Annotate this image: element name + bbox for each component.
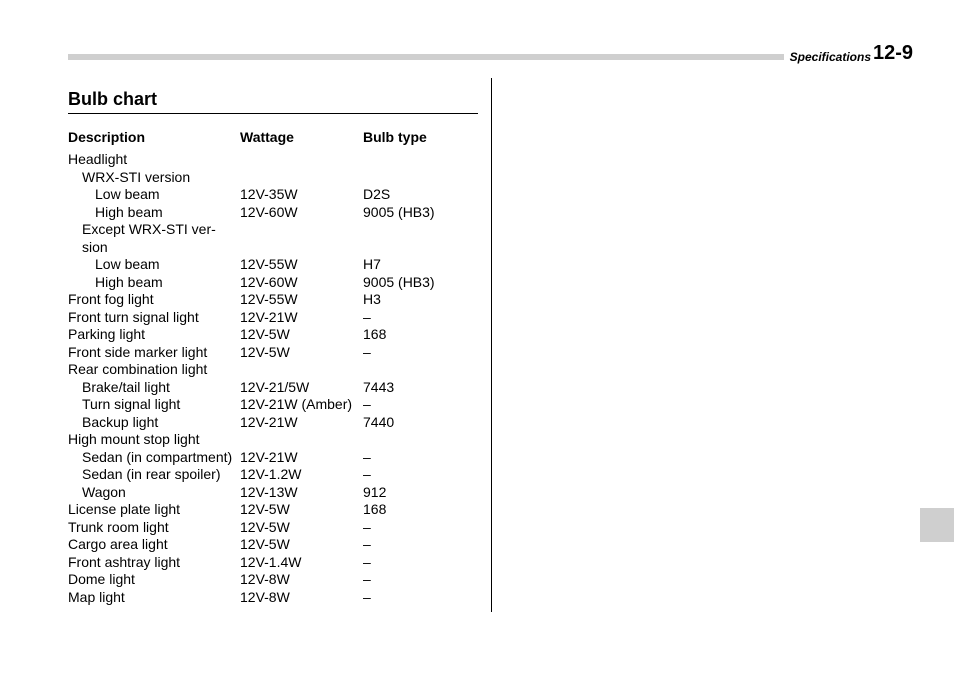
row-description: Map light — [68, 588, 125, 605]
table-row — [68, 449, 488, 467]
row-bulb-type: 168 — [363, 501, 387, 517]
row-bulb-type: – — [363, 571, 371, 587]
row-wattage: 12V-5W — [240, 518, 290, 535]
row-bulb-type: 9005 (HB3) — [363, 273, 435, 290]
row-description: Wagon — [82, 483, 126, 500]
row-description: sion — [82, 238, 108, 255]
table-row — [68, 361, 488, 379]
row-wattage: 12V-5W — [240, 343, 290, 360]
row-wattage: 12V-21W — [240, 308, 298, 325]
row-bulb-type: – — [363, 448, 371, 465]
row-wattage: 12V-8W — [240, 588, 290, 605]
row-bulb-type: – — [363, 396, 371, 412]
table-row — [68, 221, 488, 239]
table-row — [68, 151, 488, 169]
row-description: High beam — [95, 273, 163, 290]
row-wattage: 12V-35W — [240, 186, 298, 202]
table-row — [68, 466, 488, 484]
row-bulb-type: – — [363, 308, 371, 325]
table-row — [68, 484, 488, 502]
row-bulb-type: 7443 — [363, 378, 395, 395]
table-row — [68, 571, 488, 589]
table-row — [68, 186, 488, 204]
table-row — [68, 536, 488, 554]
bulb-table-body — [68, 151, 488, 606]
row-description: Front fog light — [68, 291, 154, 307]
row-wattage: 12V-21W — [240, 448, 298, 465]
header-bar — [68, 54, 784, 60]
row-wattage: 12V-21W (Amber) — [240, 396, 353, 412]
row-description: High mount stop light — [68, 431, 200, 447]
table-row — [68, 519, 488, 537]
row-description: Front ashtray light — [68, 553, 181, 570]
table-row — [68, 589, 488, 607]
table-row — [68, 501, 488, 519]
row-wattage: 12V-8W — [240, 571, 290, 587]
row-wattage: 12V-5W — [240, 536, 290, 552]
row-description: Except WRX-STI ver- — [82, 221, 216, 237]
page-title: Bulb chart — [68, 89, 158, 109]
page-number: 12-9 — [872, 42, 913, 64]
column-header-description: Description — [68, 129, 146, 145]
row-wattage: 12V-21/5W — [240, 378, 310, 395]
row-description: WRX-STI version — [82, 168, 191, 185]
row-description: Front turn signal light — [68, 308, 199, 325]
chapter-tab — [920, 508, 954, 542]
table-row — [68, 239, 488, 257]
row-description: Backup light — [82, 413, 159, 430]
table-row — [68, 554, 488, 572]
row-bulb-type: – — [363, 536, 371, 552]
column-divider — [491, 78, 492, 612]
row-bulb-type: D2S — [363, 186, 391, 202]
row-bulb-type: – — [363, 466, 371, 482]
row-wattage: 12V-1.4W — [240, 553, 302, 570]
column-header-bulb-type: Bulb type — [363, 129, 427, 145]
table-row — [68, 431, 488, 449]
table-row — [68, 344, 488, 362]
row-wattage: 12V-13W — [240, 483, 298, 500]
table-row — [68, 274, 488, 292]
row-bulb-type: – — [363, 588, 371, 605]
row-description: Rear combination light — [68, 361, 208, 377]
row-description: License plate light — [68, 501, 181, 517]
row-bulb-type: 9005 (HB3) — [363, 203, 435, 220]
row-wattage: 12V-5W — [240, 326, 290, 342]
row-bulb-type: 168 — [363, 326, 387, 342]
table-row — [68, 396, 488, 414]
row-bulb-type: – — [363, 553, 371, 570]
row-description: Brake/tail light — [82, 378, 170, 395]
table-header — [68, 129, 488, 147]
row-bulb-type: – — [363, 518, 371, 535]
row-bulb-type: 912 — [363, 483, 387, 500]
row-description: Headlight — [68, 151, 128, 167]
row-description: Turn signal light — [82, 396, 181, 412]
row-bulb-type: – — [363, 343, 371, 360]
table-row — [68, 379, 488, 397]
row-wattage: 12V-5W — [240, 501, 290, 517]
column-header-wattage: Wattage — [240, 129, 294, 145]
table-row — [68, 204, 488, 222]
row-description: Low beam — [95, 186, 160, 202]
header-section-label: Specifications — [789, 50, 871, 64]
row-description: High beam — [95, 203, 163, 220]
row-description: Dome light — [68, 571, 135, 587]
row-wattage: 12V-60W — [240, 203, 298, 220]
row-description: Trunk room light — [68, 518, 169, 535]
row-wattage: 12V-55W — [240, 256, 298, 272]
row-description: Sedan (in rear spoiler) — [82, 466, 221, 482]
title-rule — [68, 113, 478, 114]
row-description: Low beam — [95, 256, 160, 272]
row-wattage: 12V-60W — [240, 273, 298, 290]
table-row — [68, 414, 488, 432]
table-row — [68, 291, 488, 309]
table-row — [68, 309, 488, 327]
table-row — [68, 326, 488, 344]
row-description: Sedan (in compartment) — [82, 448, 233, 465]
row-bulb-type: H7 — [363, 256, 381, 272]
row-description: Parking light — [68, 326, 146, 342]
table-row — [68, 256, 488, 274]
row-description: Front side marker light — [68, 343, 208, 360]
row-description: Cargo area light — [68, 536, 168, 552]
row-wattage: 12V-55W — [240, 291, 298, 307]
row-bulb-type: H3 — [363, 291, 381, 307]
table-row — [68, 169, 488, 187]
row-bulb-type: 7440 — [363, 413, 395, 430]
row-wattage: 12V-21W — [240, 413, 298, 430]
row-wattage: 12V-1.2W — [240, 466, 302, 482]
